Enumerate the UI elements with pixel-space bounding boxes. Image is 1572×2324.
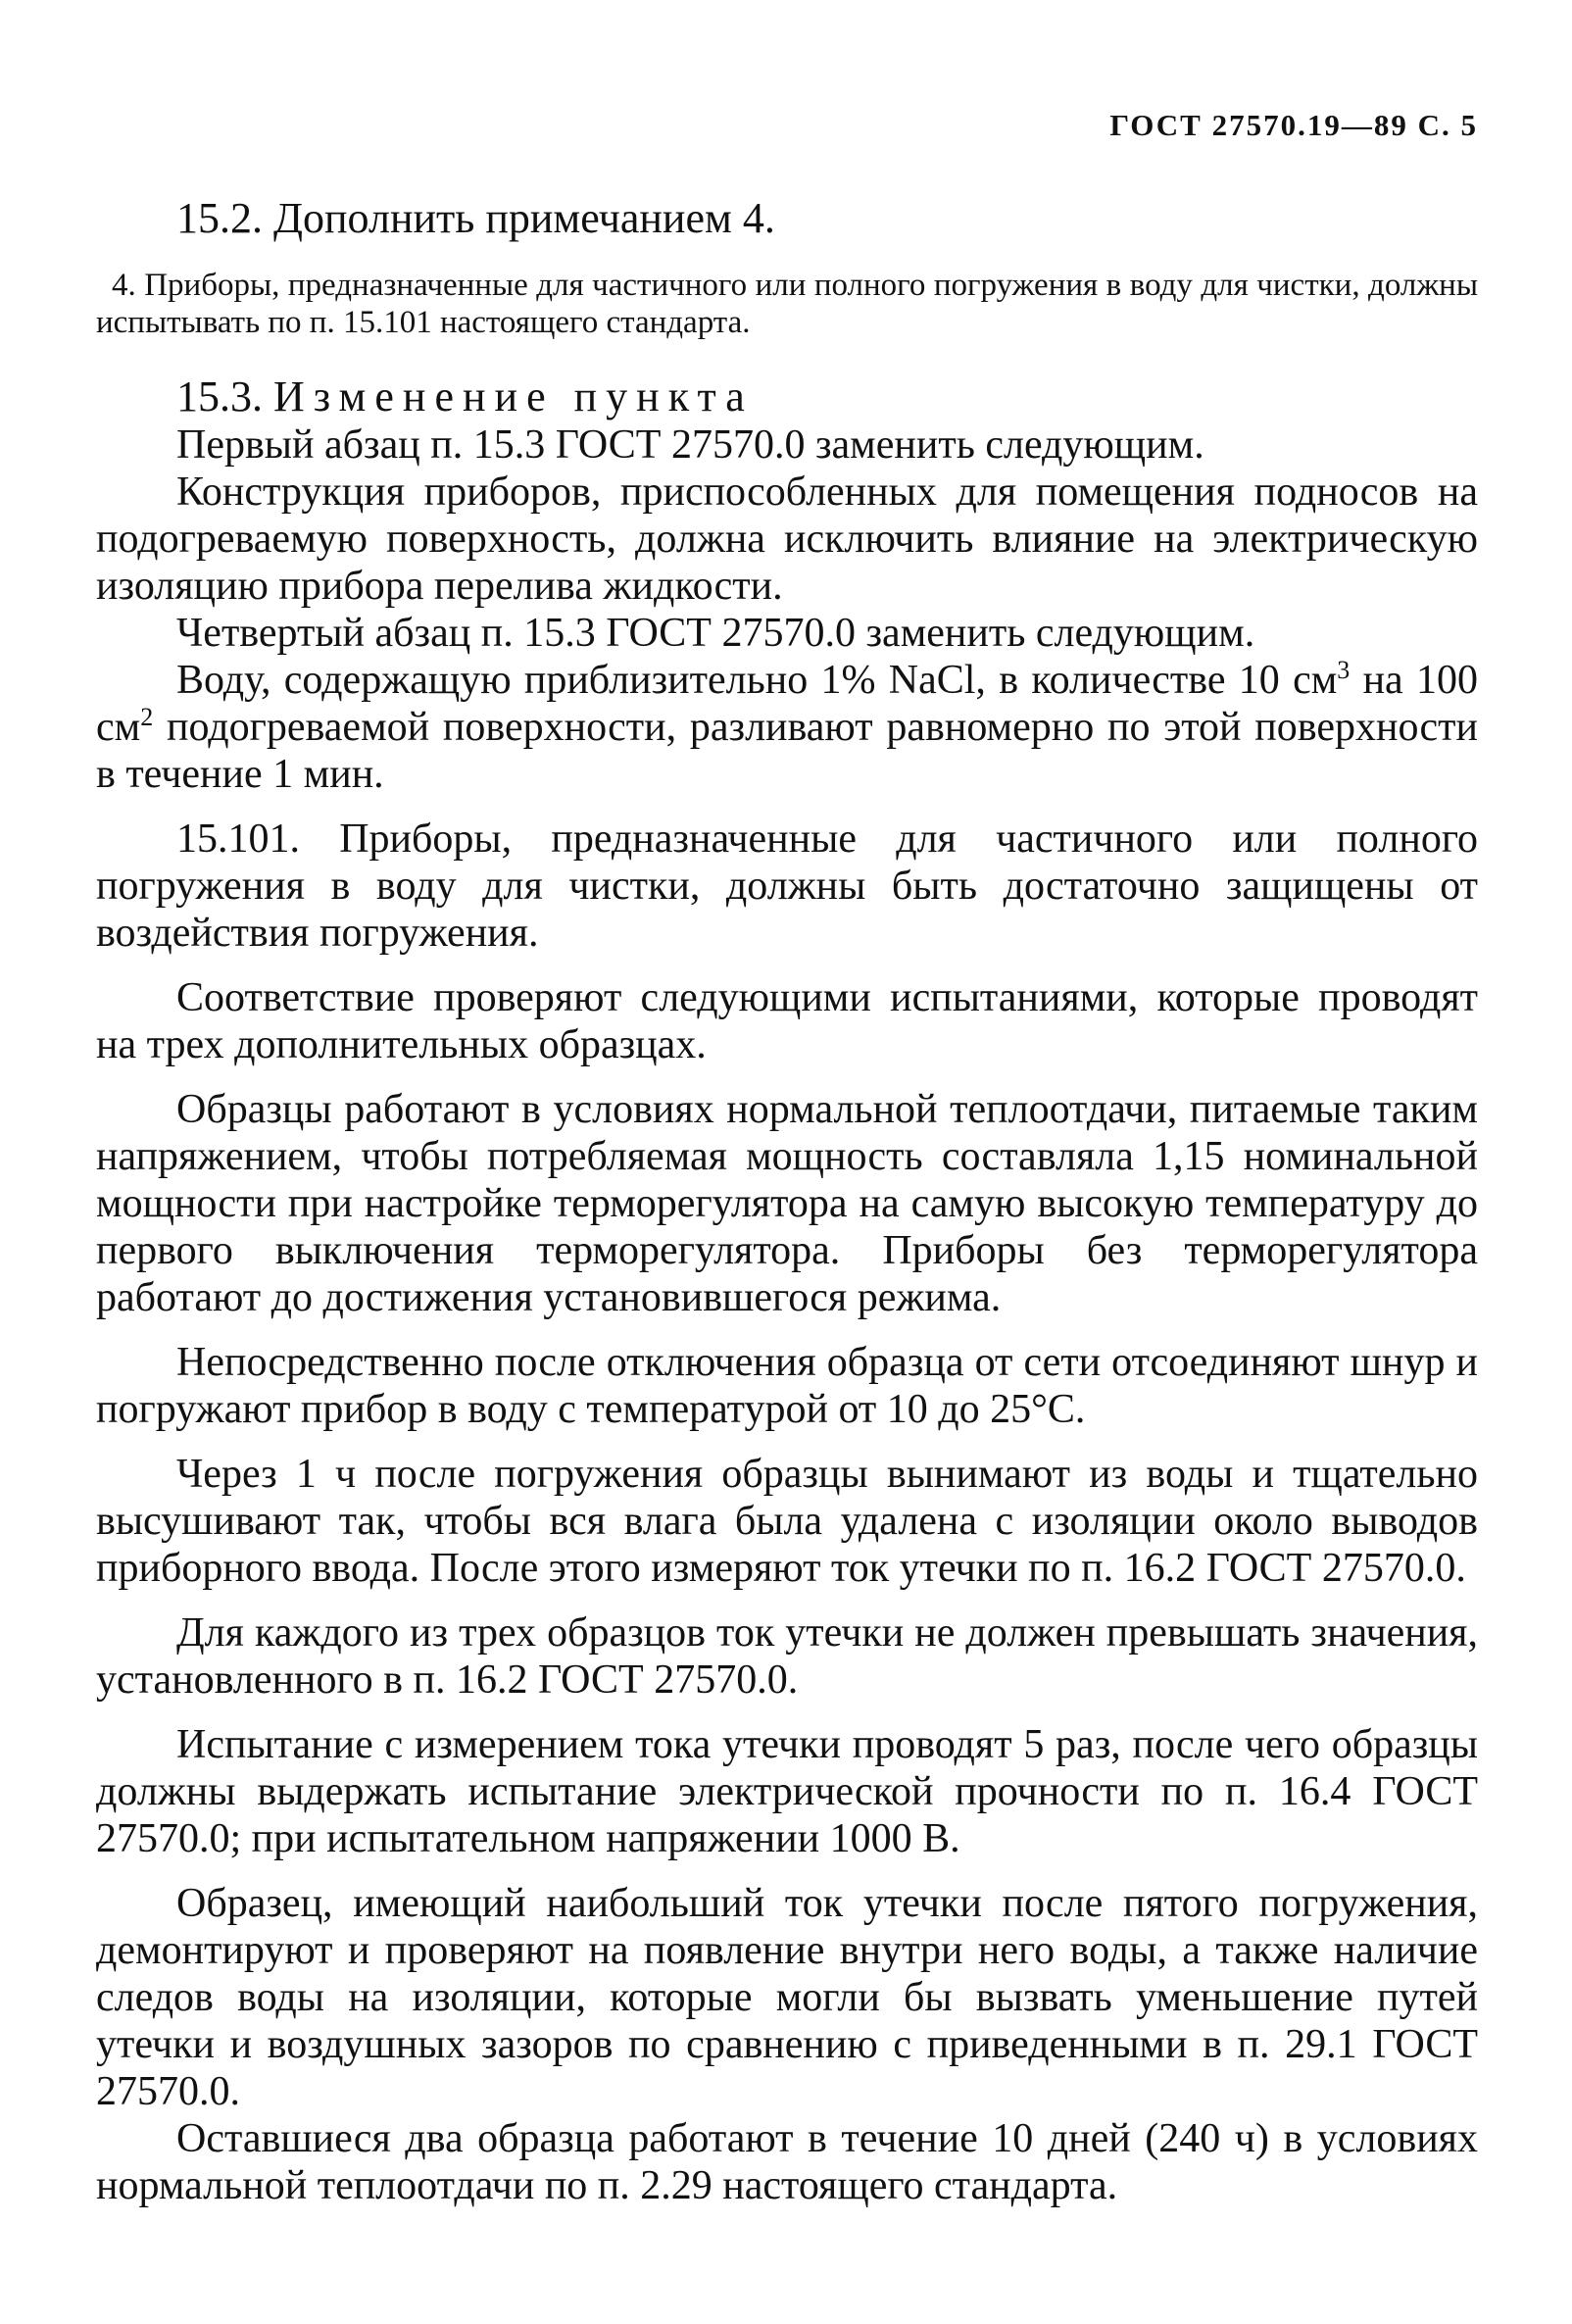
text-run: подогреваемой поверхности, разливают равномерно по этой поверхности в течение 1 мин.	[96, 705, 1478, 797]
text-run: Воду, содержащую приблизительно 1% NaCl, в количестве 10 см	[176, 658, 1338, 703]
paragraph: Первый абзац п. 15.3 ГОСТ 27570.0 заменить следующим.	[176, 422, 1204, 468]
superscript: 3	[1337, 656, 1351, 684]
paragraph: Соответствие проверяют следующими испытаниями, которые проводят на трех дополнительных образцах.	[96, 975, 1478, 1067]
paragraph: Непосредственно после отключения образца от сети отсоединяют шнур и погружают прибор в воду с температурой от 10 до 25°С.	[96, 1340, 1478, 1432]
paragraph-with-units	[96, 657, 1478, 798]
section-15-3-title	[96, 372, 1478, 421]
page-header: ГОСТ 27570.19—89 С. 5	[1109, 108, 1478, 142]
paragraph: Конструкция приборов, приспособленных для помещения подносов на подогреваемую поверхность, должна исключить влияние на электрическую изоляцию прибора перелива жидкости.	[96, 470, 1478, 609]
text-run: на 100 см	[96, 658, 1478, 750]
paragraph: Испытание с измерением тока утечки проводят 5 раз, после чего образцы должны выдержать испытание электрической прочности по п. 16.4 ГОСТ 27570.0; при испытательном напряжении 1000 В.	[96, 1722, 1478, 1861]
section-15-3-heading: Изменение пункта	[273, 372, 754, 420]
paragraph: Образец, имеющий наибольший ток утечки после пятого погружения, демонтируют и проверяют на появление внутри него воды, а также наличие следов воды на изоляции, которые могли бы вызвать уменьшение путей утечки и воздушных зазоров по сравнению с приведенными в п. 29.1 ГОСТ 27570.0.	[96, 1881, 1478, 2114]
paragraph: Образцы работают в условиях нормальной теплоотдачи, питаемые таким напряжением, чтобы потребляемая мощность составляла 1,15 номинальной мощности при настройке терморегулятора на самую высокую температуру до первого выключения терморегулятора. Приборы без терморегулятора работают до достижения установившегося режима.	[96, 1087, 1478, 1320]
paragraph: Оставшиеся два образца работают в течение 10 дней (240 ч) в условиях нормальной теплоотдачи по п. 2.29 настоящего стандарта.	[96, 2116, 1478, 2208]
paragraph: Четвертый абзац п. 15.3 ГОСТ 27570.0 заменить следующим.	[176, 611, 1255, 656]
section-15-3-number: 15.3.	[176, 372, 263, 420]
paragraph: Через 1 ч после погружения образцы вынимают из воды и тщательно высушивают так, чтобы вся влага была удалена с изоляции около выводов приборного ввода. После этого измеряют ток утечки по п. 16.2 ГОСТ 27570.0.	[96, 1452, 1478, 1591]
section-15-101-paragraph: 15.101. Приборы, предназначенные для частичного или полного погружения в воду для чистки, должны быть достаточно защищены от воздействия погружения.	[96, 816, 1478, 956]
paragraph: Для каждого из трех образцов ток утечки не должен превышать значения, установленного в п. 16.2 ГОСТ 27570.0.	[96, 1610, 1478, 1703]
superscript: 2	[140, 703, 154, 731]
section-15-2-note: 4. Приборы, предназначенные для частичного или полного погружения в воду для чистки, должны испытывать по п. 15.101 настоящего стандарта.	[96, 268, 1478, 340]
section-15-2-title: 15.2. Дополнить примечанием 4.	[176, 194, 775, 242]
